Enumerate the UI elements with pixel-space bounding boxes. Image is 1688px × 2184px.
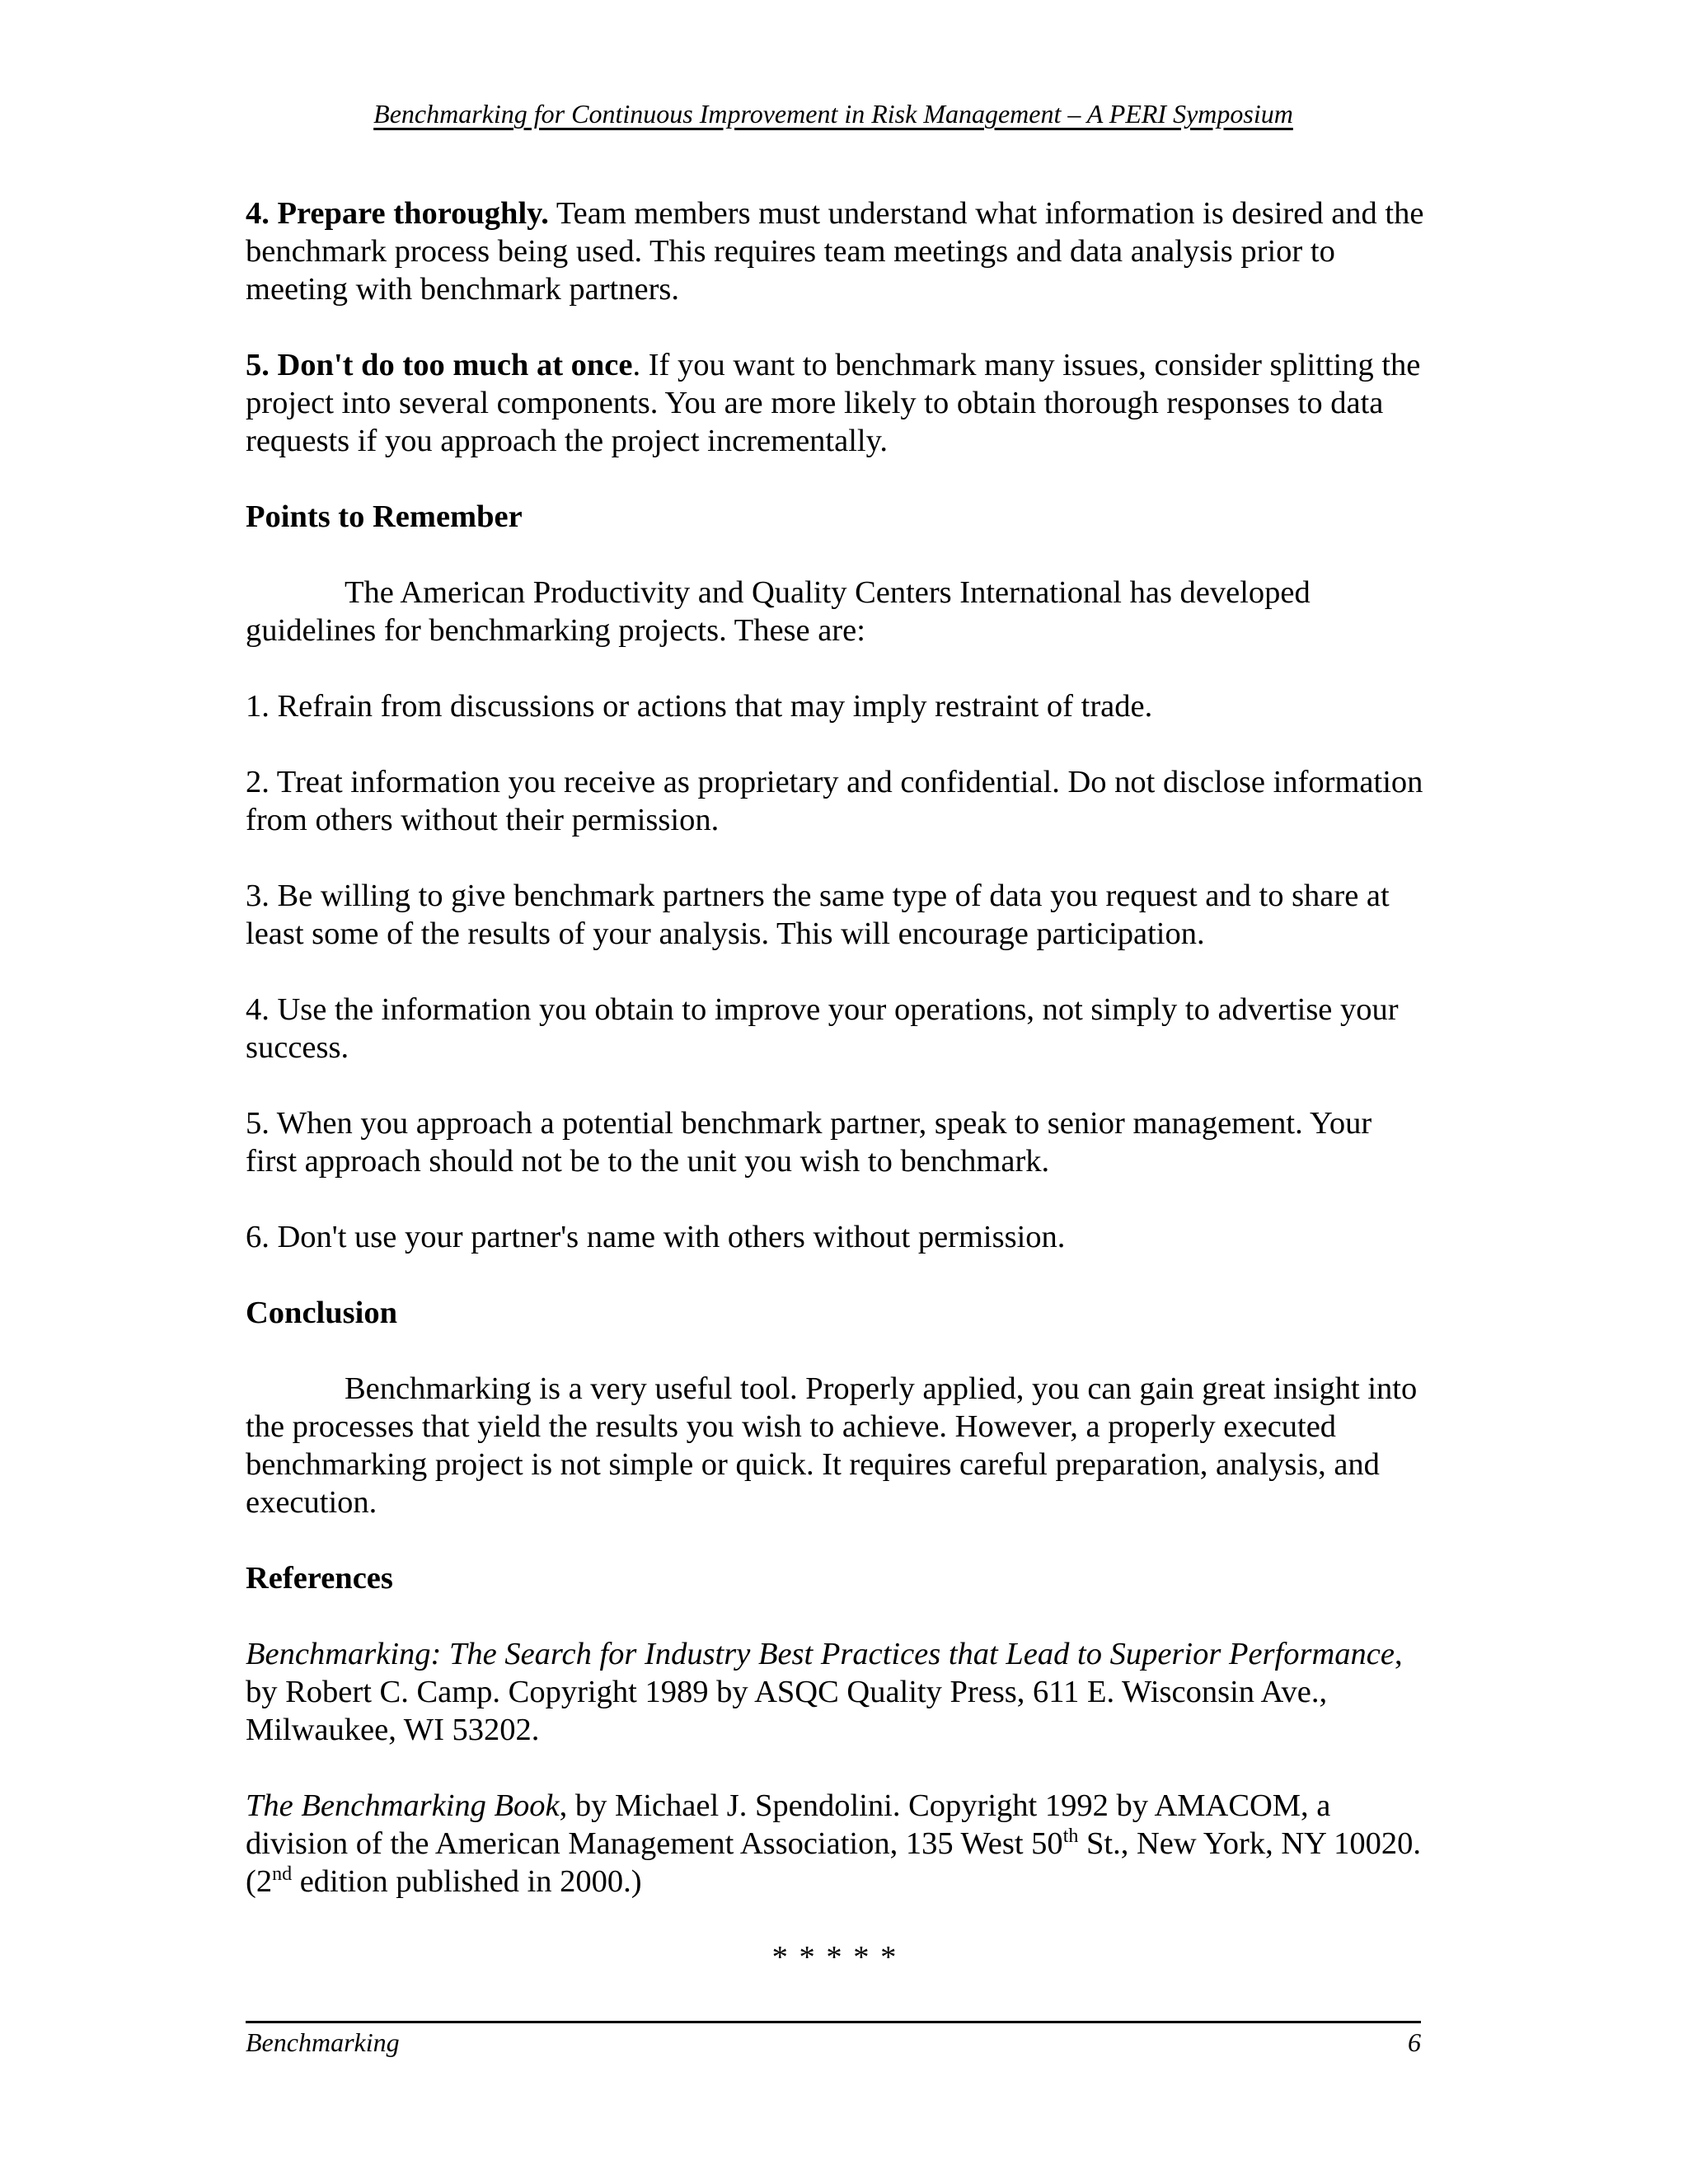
page-number: 6 (1408, 2027, 1421, 2057)
reference-details: edition published in 2000.) (292, 1864, 642, 1899)
tip-text: Team members must understand what information is desired and the benchmark process being used. This requires team meetings and data analysis prior to meeting with benchmark partners. (246, 196, 1424, 307)
reference-title: The Benchmarking Book (246, 1788, 560, 1823)
running-header: Benchmarking for Continuous Improvement in Risk Management – A PERI Symposium (373, 99, 1293, 129)
tip-lead: 4. Prepare thoroughly. (246, 196, 549, 231)
reference-details: , by Robert C. Camp. Copyright 1989 by ASQC Quality Press, 611 E. Wisconsin Ave., Milwaukee, WI 53202. (246, 1637, 1403, 1747)
tip-paragraph (246, 194, 1424, 308)
reference-title: Benchmarking: The Search for Industry Best Practices that Lead to Superior Performance (246, 1637, 1395, 1671)
section-heading-references: References (246, 1561, 393, 1596)
tip-paragraph (246, 346, 1424, 460)
superscript: nd (272, 1863, 293, 1885)
reference-details: , by Michael J. Spendolini. Copyright 1992 by AMACOM, a division of the American Management Association, 135 West 50 (246, 1788, 1331, 1861)
footer-rule (246, 2021, 1421, 2023)
end-marker: * * * * * (771, 1940, 898, 1975)
reference-entry (246, 1635, 1424, 1749)
conclusion-text: Benchmarking is a very useful tool. Properly applied, you can gain great insight into the processes that yield the results you wish to achieve. However, a properly executed benchmarking project is not simple or quick. It requires careful preparation, analysis, and execution. (246, 1371, 1418, 1520)
guideline-item: 2. Treat information you receive as proprietary and confidential. Do not disclose information from others without their permission. (246, 765, 1423, 837)
guideline-item: 5. When you approach a potential benchmark partner, speak to senior management. Your first approach should not be to the unit you wish to benchmark. (246, 1106, 1372, 1179)
tip-lead: 5. Don't do too much at once (246, 348, 633, 382)
reference-entry (246, 1787, 1424, 1900)
guideline-item: 4. Use the information you obtain to improve your operations, not simply to advertise your success. (246, 992, 1399, 1065)
points-intro: The American Productivity and Quality Centers International has developed guidelines for benchmarking projects. These are: (246, 575, 1311, 648)
guideline-item: 1. Refrain from discussions or actions that may imply restraint of trade. (246, 689, 1153, 724)
reference-details: St., New York, NY 10020. (2 (246, 1826, 1422, 1899)
footer-title: Benchmarking (246, 2027, 400, 2057)
guideline-item: 3. Be willing to give benchmark partners the same type of data you request and to share at least some of the results of your analysis. This will encourage participation. (246, 879, 1390, 951)
page-body (246, 194, 1424, 1976)
superscript: th (1062, 1825, 1079, 1847)
guideline-item: 6. Don't use your partner's name with others without permission. (246, 1220, 1066, 1254)
section-heading-conclusion: Conclusion (246, 1296, 398, 1330)
tip-text: . If you want to benchmark many issues, consider splitting the project into several components. You are more likely to obtain thorough responses to data requests if you approach the project incrementally. (246, 348, 1421, 458)
section-heading-points: Points to Remember (246, 499, 523, 534)
